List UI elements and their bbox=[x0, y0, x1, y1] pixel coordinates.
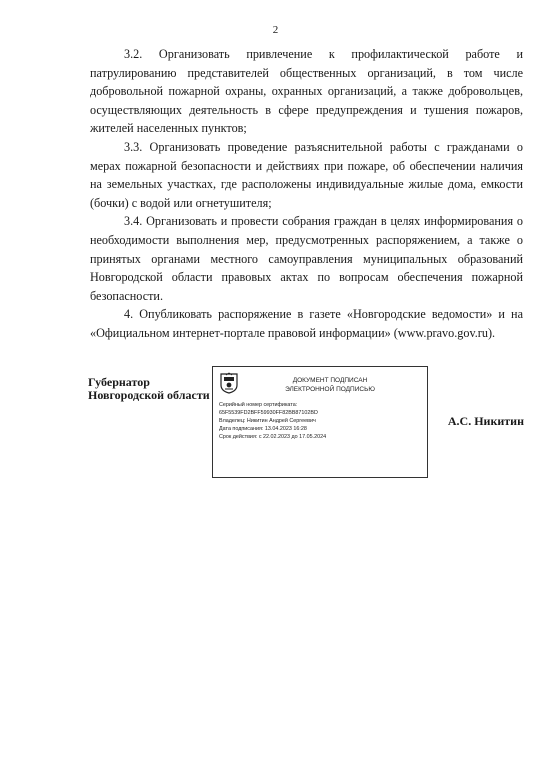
document-body bbox=[90, 45, 523, 343]
paragraph-3-2: 3.2. Организовать привлечение к профилактической работе и патрулированию представителей общественных организаций, в том числе добровольной пожарной охраны, охранных организаций, а также добровольцев, осуществляющих деятельность в сфере предупреждения и тушения пожаров, жителей населенных пунктов; bbox=[90, 47, 523, 136]
stamp-certificate-number: 65F5539FD2BFF59930FF82BB87102BD bbox=[219, 410, 318, 416]
stamp-owner: Владелец: Никитин Андрей Сергеевич bbox=[219, 418, 316, 424]
signatory-name: А.С. Никитин bbox=[447, 414, 524, 428]
stamp-validity: Срок действия: с 22.02.2023 до 17.05.2024 bbox=[219, 434, 327, 440]
signatory-title bbox=[88, 376, 220, 402]
electronic-signature-stamp bbox=[212, 366, 428, 478]
stamp-header-line2: ЭЛЕКТРОННОЙ ПОДПИСЬЮ bbox=[285, 386, 375, 393]
paragraph-3-4: 3.4. Организовать и провести собрания граждан в целях информирования о необходимости выполнения мер, предусмотренных распоряжением, а также о принятых органами местного самоуправления муниципальных образований Новгородской области правовых актах по вопросам обеспечения пожарной безопасности. bbox=[90, 214, 523, 303]
stamp-header-line1: ДОКУМЕНТ ПОДПИСАН bbox=[292, 377, 368, 384]
stamp-header bbox=[213, 376, 427, 394]
stamp-signed-date: Дата подписания: 13.04.2023 16:28 bbox=[219, 426, 307, 432]
page-number: 2 bbox=[272, 24, 279, 36]
stamp-certificate-label: Серийный номер сертификата: bbox=[219, 402, 298, 408]
signature-block bbox=[88, 366, 528, 466]
paragraph-3-3: 3.3. Организовать проведение разъяснительной работы с гражданами о мерах пожарной безопасности и действиях при пожаре, об обеспечении наличия на земельных участках, где расположены индивидуальные жилые дома, емкости (бочки) с водой или огнетушителя; bbox=[90, 139, 523, 210]
paragraph-4: 4. Опубликовать распоряжение в газете «Новгородские ведомости» и на «Официальном интернет-портале правовой информации» (www.pravo.gov.ru). bbox=[90, 307, 523, 340]
signatory-title-line2: Новгородской области bbox=[88, 388, 210, 402]
signatory-title-line1: Губернатор bbox=[88, 376, 150, 389]
